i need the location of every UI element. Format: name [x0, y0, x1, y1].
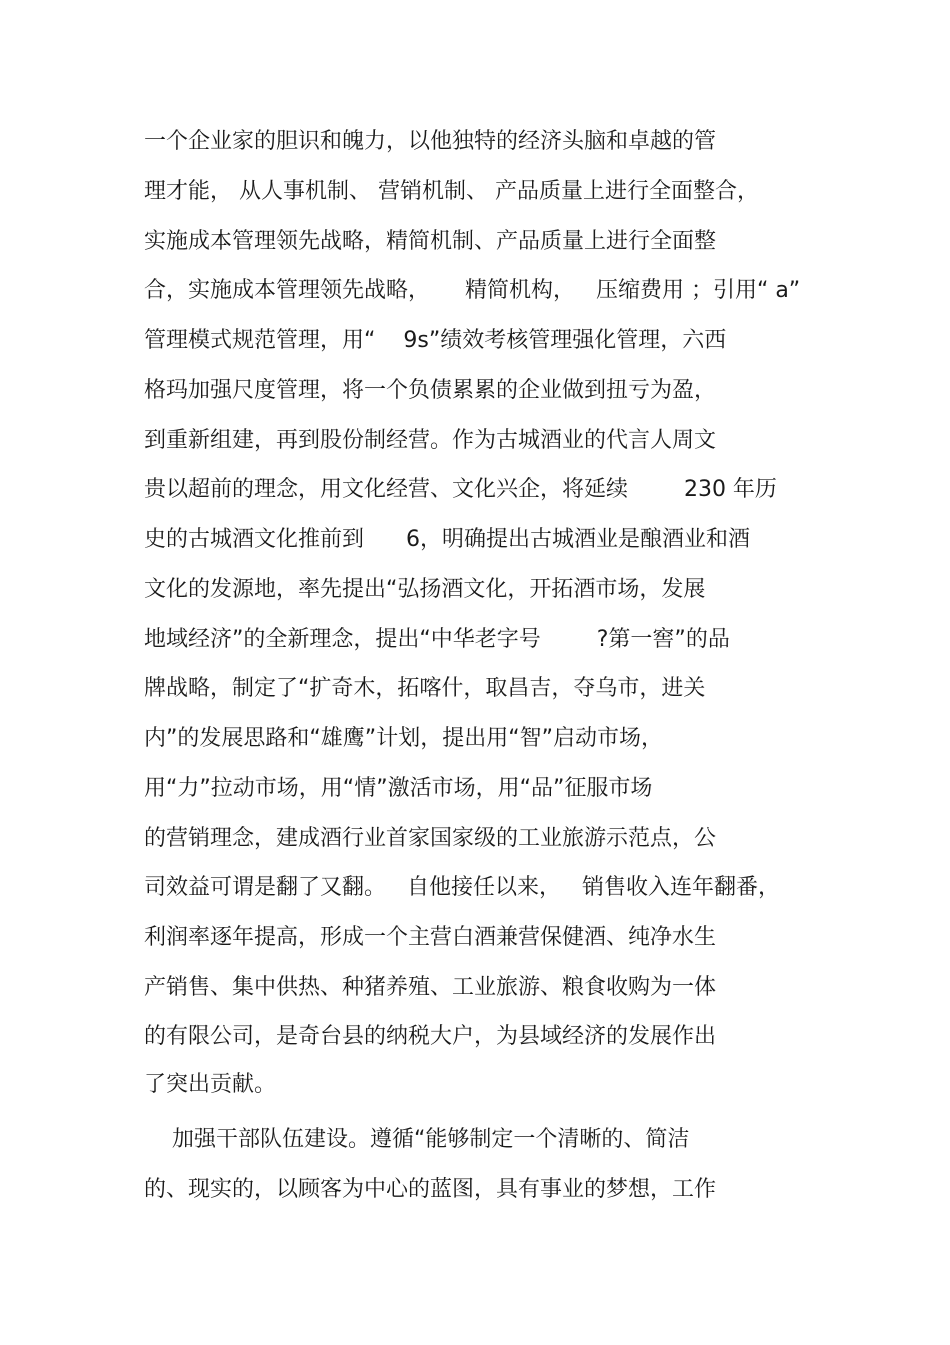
text-line-6: 格玛加强尺度管理，将一个负债累累的企业做到扭亏为盈，: [144, 378, 717, 403]
text-line-2: 理才能， 从人事机制、 营销机制、 产品质量上进行全面整合，: [144, 179, 759, 204]
text-line-15: 的营销理念，建成酒行业首家国家级的工业旅游示范点，公: [144, 826, 717, 851]
text-line-12: 牌战略，制定了“扩奇木，拓喀什，取昌吉，夺乌市，进关: [144, 676, 706, 701]
text-line-7: 到重新组建，再到股份制经营。作为古城酒业的代言人周文: [144, 428, 717, 453]
text-line-16: 司效益可谓是翻了又翻。 自他接任以来， 销售收入连年翻番，: [144, 875, 780, 900]
text-line-5: 管理模式规范管理，用“ 9s”绩效考核管理强化管理，六西: [144, 328, 727, 353]
text-line-10: 文化的发源地，率先提出“弘扬酒文化，开拓酒市场，发展: [144, 577, 706, 602]
text-line-19: 的有限公司，是奇台县的纳税大户，为县域经济的发展作出: [144, 1024, 717, 1049]
text-line-8: 贵以超前的理念，用文化经营、文化兴企，将延续 230 年历: [144, 477, 777, 502]
text-line-3: 实施成本管理领先战略，精简机制、产品质量上进行全面整: [144, 229, 717, 254]
text-line-22: 的、现实的，以顾客为中心的蓝图，具有事业的梦想，工作: [144, 1177, 717, 1202]
text-line-20: 了突出贡献。: [144, 1072, 277, 1097]
text-line-9: 史的古城酒文化推前到 6，明确提出古城酒业是酿酒业和酒: [144, 527, 750, 552]
text-line-14: 用“力”拉动市场，用“情”激活市场，用“品”征服市场: [144, 776, 653, 801]
text-line-18: 产销售、集中供热、种猪养殖、工业旅游、粮食收购为一体: [144, 975, 717, 1000]
text-line-17: 利润率逐年提高，形成一个主营白酒兼营保健酒、纯净水生: [144, 925, 717, 950]
text-line-13: 内”的发展思路和“雄鹰”计划，提出用“智”启动市场，: [144, 726, 663, 751]
text-line-4: 合，实施成本管理领先战略， 精简机构， 压缩费用 ；引用“ a”: [144, 278, 801, 303]
text-line-11: 地域经济”的全新理念，提出“中华老字号 ?第一窖”的品: [144, 627, 730, 652]
text-line-21: 加强干部队伍建设。遵循“能够制定一个清晰的、简洁: [144, 1127, 690, 1152]
text-line-1: 一个企业家的胆识和魄力，以他独特的经济头脑和卓越的管: [144, 129, 717, 154]
